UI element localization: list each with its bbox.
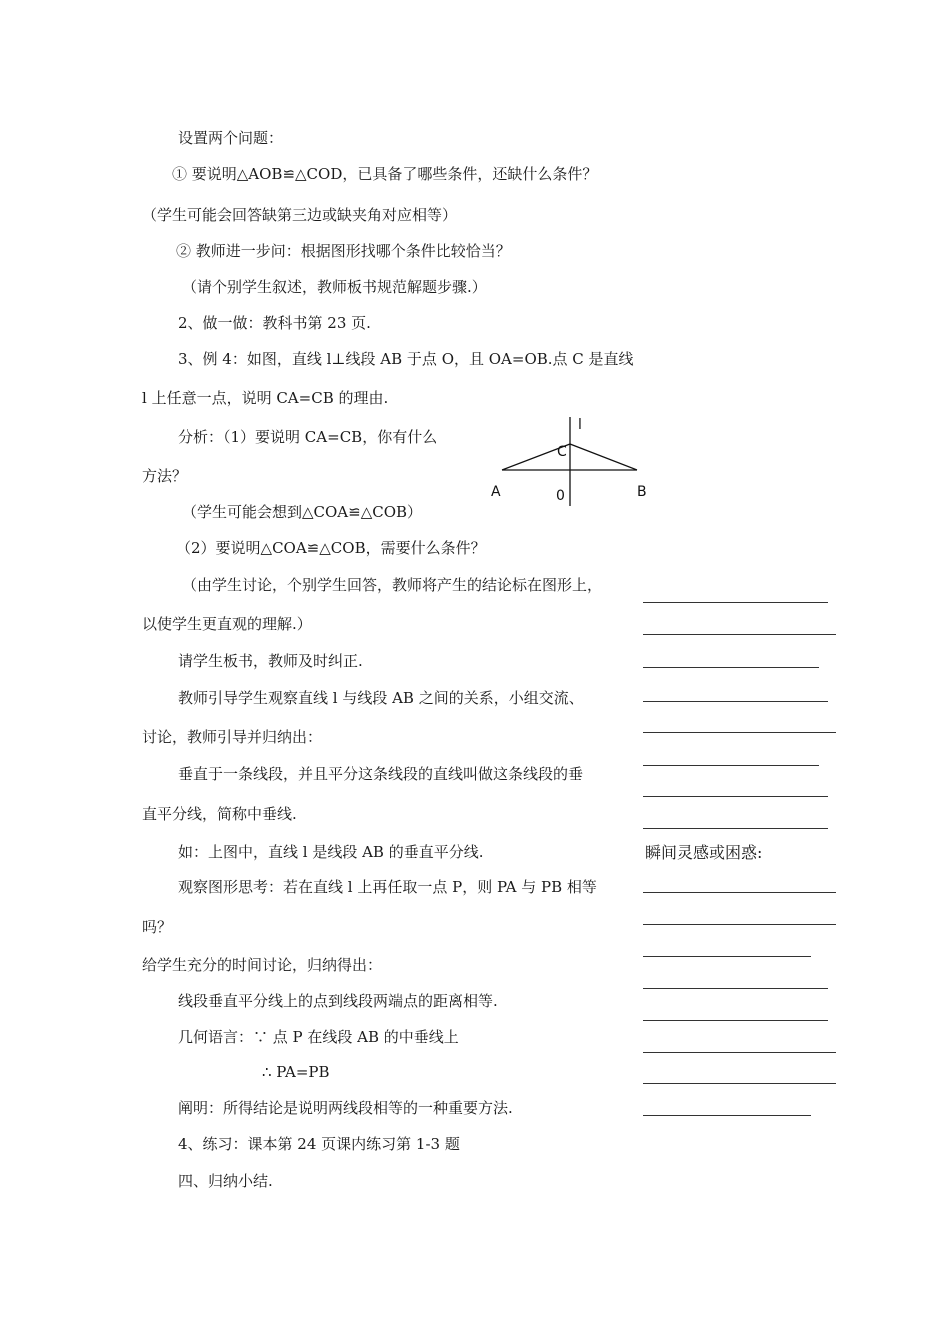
label-a: A	[491, 484, 501, 500]
text-line: （学生可能会回答缺第三边或缺夹角对应相等）	[142, 206, 458, 224]
note-line	[643, 892, 836, 893]
text-line: 分析：（1）要说明 CA=CB，你有什么	[178, 428, 438, 446]
label-l: l	[578, 417, 582, 433]
segment-cb	[570, 444, 637, 470]
text-line: ① 要说明△AOB≌△COD，已具备了哪些条件，还缺什么条件？	[172, 165, 598, 183]
note-line	[643, 796, 828, 797]
text-line: 给学生充分的时间讨论，归纳得出：	[142, 956, 383, 974]
text-line: 几何语言：∵ 点 P 在线段 AB 的中垂线上	[178, 1028, 459, 1046]
text-line: 直平分线，简称中垂线.	[142, 805, 297, 823]
note-line	[643, 988, 828, 989]
note-line	[643, 732, 836, 733]
note-line	[643, 667, 819, 668]
label-c: C	[557, 444, 567, 460]
note-line	[643, 701, 828, 702]
note-line	[643, 1083, 836, 1084]
text-line: 讨论，教师引导并归纳出：	[142, 728, 323, 746]
note-line	[643, 828, 828, 829]
text-line: ② 教师进一步问：根据图形找哪个条件比较恰当？	[176, 242, 511, 260]
text-line: 设置两个问题：	[178, 129, 284, 147]
text-line: 线段垂直平分线上的点到线段两端点的距离相等.	[178, 992, 498, 1010]
text-line: l 上任意一点，说明 CA=CB 的理由.	[142, 389, 389, 407]
notes-label: 瞬间灵感或困惑:	[645, 843, 763, 862]
note-line	[643, 634, 836, 635]
note-line	[643, 956, 811, 957]
text-line: 以使学生更直观的理解.）	[142, 615, 312, 633]
note-line	[643, 765, 819, 766]
text-line: 四、归纳小结.	[178, 1172, 273, 1190]
label-o: 0	[556, 488, 565, 504]
text-line: 阐明：所得结论是说明两线段相等的一种重要方法.	[178, 1099, 513, 1117]
note-line	[643, 924, 836, 925]
text-line: （学生可能会想到△COA≌△COB）	[182, 503, 423, 521]
geometry-figure	[490, 415, 660, 510]
text-line: 教师引导学生观察直线 l 与线段 AB 之间的关系，小组交流、	[178, 689, 584, 707]
text-line: 2、做一做：教科书第 23 页.	[178, 314, 371, 332]
text-line: ∴ PA=PB	[262, 1063, 330, 1081]
text-line: （2）要说明△COA≌△COB，需要什么条件？	[176, 539, 486, 557]
text-line: （由学生讨论，个别学生回答，教师将产生的结论标在图形上，	[182, 576, 603, 594]
text-line: 4、练习：课本第 24 页课内练习第 1-3 题	[178, 1135, 460, 1153]
note-line	[643, 1020, 828, 1021]
note-line	[643, 1052, 836, 1053]
text-line: 垂直于一条线段，并且平分这条线段的直线叫做这条线段的垂	[178, 765, 584, 783]
text-line: 请学生板书，教师及时纠正.	[178, 652, 363, 670]
note-line	[643, 1115, 811, 1116]
text-line: 方法？	[142, 467, 188, 485]
text-line: 观察图形思考：若在直线 l 上再任取一点 P，则 PA 与 PB 相等	[178, 878, 597, 896]
text-line: （请个别学生叙述，教师板书规范解题步骤.）	[182, 278, 487, 296]
text-line: 吗？	[142, 918, 173, 936]
label-b: B	[637, 484, 647, 500]
text-line: 如：上图中，直线 l 是线段 AB 的垂直平分线.	[178, 843, 484, 861]
note-line	[643, 602, 828, 603]
text-line: 3、例 4：如图，直线 l⊥线段 AB 于点 O，且 OA=OB.点 C 是直线	[178, 350, 634, 368]
